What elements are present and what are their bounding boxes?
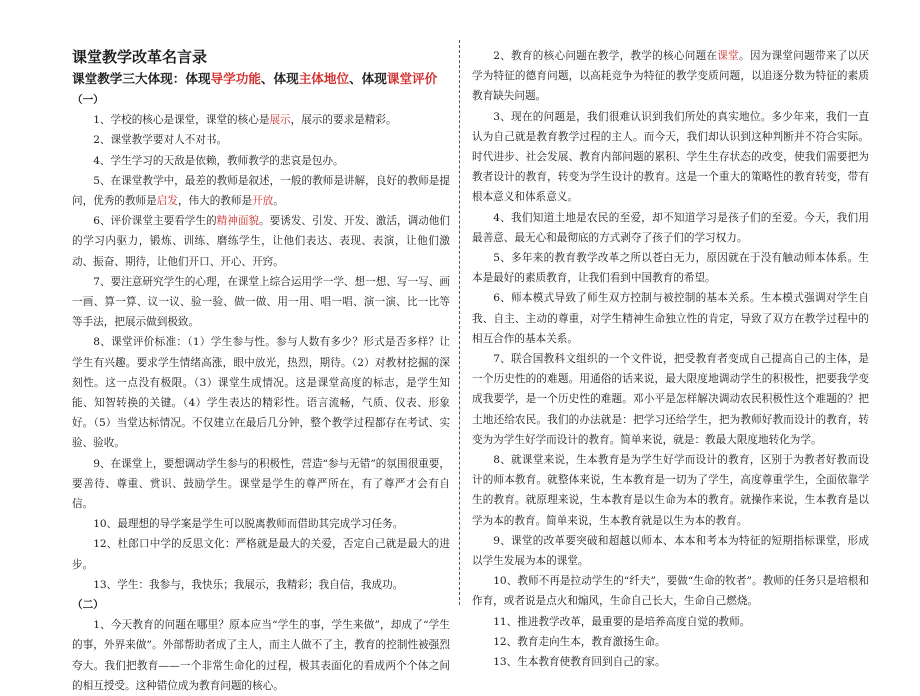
highlight-evaluation: 课堂评价 bbox=[386, 71, 438, 86]
left-column bbox=[72, 46, 450, 696]
highlight-keyword: 启发 bbox=[156, 195, 178, 208]
paragraph: 12、教育走向生本，教育激扬生命。 bbox=[493, 635, 666, 648]
paragraph: 4、学生学习的天敌是依赖，教师教学的悲哀是包办。 bbox=[93, 154, 344, 167]
paragraph: 8、课堂评价标准：（1）学生参与性。参与人数有多少？形式是否多样？让学生有兴趣。要求学生情绪高涨，眼中放光，热烈，期待。（2）对教材挖掘的深刻性。这一点没有极限。（3）课堂生成情况。这是课堂高度的标志，是学生知能、知智转换的关键。（4）学生表达的精彩性。语言流畅，气质、仪表、形象好。（5）当堂达标情况。不仅建立在最后几分钟，整个教学过程都存在考试、实验、验收。 bbox=[72, 336, 450, 450]
column-divider bbox=[459, 40, 460, 605]
paragraph: 4、我们知道土地是农民的至爱，却不知道学习是孩子们的至爱。今天，我们用最善意、最无心和最彻底的方式剥夺了孩子们的学习权力。 bbox=[472, 211, 869, 244]
highlight-keyword: 开放 bbox=[252, 195, 274, 208]
paragraph: 12、杜郎口中学的反思文化：严格就是最大的关爱，否定自己就是最大的进步。 bbox=[72, 538, 450, 571]
page-title: 课堂教学改革名言录 bbox=[72, 48, 208, 66]
paragraph: 6、评价课堂主要看学生的精神面貌。要诱发、引发、开发、激活，调动他们的学习内驱力，锻炼、训练、磨练学生，让他们表达、表现、表演，让他们激动、振奋、期待，让他们开口、开心、开窍。 bbox=[72, 215, 451, 268]
paragraph: 11、推进教学改革，最重要的是培养高度自觉的教师。 bbox=[493, 615, 751, 628]
paragraph: 6、师本模式导致了师生双方控制与被控制的基本关系。生本模式强调对学生自我、自主、主动的尊重，对学生精神生命独立性的肯定，导致了双方在教学过程中的相互合作的基本关系。 bbox=[472, 292, 869, 345]
highlight-keyword: 精神面貌 bbox=[216, 215, 260, 228]
right-column bbox=[472, 46, 869, 672]
paragraph: 5、多年来的教育教学改革之所以苍白无力，原因就在于没有触动师本体系。生本是最好的素质教育，让我们看到中国教育的希望。 bbox=[472, 252, 869, 285]
paragraph: 9、在课堂上，要想调动学生参与的积极性，营造“参与无错”的氛围很重要，要善待、尊重、赏识、鼓励学生。课堂是学生的尊严所在，有了尊严才会有自信。 bbox=[72, 457, 450, 511]
paragraph: 5、在课堂教学中，最差的教师是叙述，一般的教师是讲解，良好的教师是提问，优秀的教师是启发，伟大的教师是开放。 bbox=[72, 174, 450, 208]
paragraph: 2、课堂教学要对人不对书。 bbox=[93, 134, 228, 147]
paragraph: 13、生本教育使教育回到自己的家。 bbox=[493, 656, 666, 669]
paragraph: 7、联合国教科文组织的一个文件说，把受教育者变成自己提高自己的主体，是一个历史性的的难题。用通俗的话来说，最大限度地调动学生的积极性，把要我学变成我要学，是一个历史性的难题。邓小平是怎样解决调动农民积极性这个难题的？把土地还给农民。我们的办法就是：把学习还给学生，把为教师好教而设计的教育，转变为为学生好学而设计的教育。简单来说，就是：教最大限度地转化为学。 bbox=[472, 353, 869, 446]
paragraph: 10、教师不再是拉动学生的“纤夫”，要做“生命的牧者”。教师的任务只是培根和作育，或者说是点火和煽风，生命自己长大，生命自己燃烧。 bbox=[472, 575, 869, 608]
paragraph: 13、学生：我参与，我快乐；我展示，我精彩；我自信，我成功。 bbox=[93, 578, 404, 591]
paragraph: 1、今天教育的问题在哪里？原本应当“学生的事，学生来做”，却成了“学生的事，外界来做”。外部帮助者成了主人，而主人做不了主，教育的控制性被强烈夸大。我们把教育——一个非常生命化的过程，极其表面化的看成两个个体之间的相互授受。这种错位成为教育问题的核心。 bbox=[72, 619, 450, 692]
subtitle: 课堂教学三大体现：体现导学功能、体现主体地位、体现课堂评价 bbox=[72, 71, 438, 86]
paragraph: 9、课堂的改革要突破和超越以师本、本本和考本为特征的短期指标课堂，形成以学生发展为本的课堂。 bbox=[472, 534, 869, 568]
paragraph: 2、教育的核心问题在教学，教学的核心问题在课堂。因为课堂问题带来了以厌学为特征的德育问题，以高耗竞争为特征的教学变质问题，以追逐分数为特征的素质教育缺失问题。 bbox=[472, 50, 870, 103]
highlight-keyword: 展示 bbox=[269, 114, 291, 127]
highlight-subject: 主体地位 bbox=[298, 71, 350, 86]
paragraph: 8、就课堂来说，生本教育是为学生好学而设计的教育，区别于为教者好教而设计的师本教育。就整体来说，生本教育是一切为了学生，高度尊重学生，全面依靠学生的教育。就原理来说，生本教育是以生命为本的教育。就操作来说，生本教育是以学为本的教育。简单来说，生本教育就是以生为本的教育。 bbox=[472, 454, 869, 527]
paragraph: 7、要注意研究学生的心理，在课堂上综合运用学一学、想一想、写一写、画一画、算一算、议一议、验一验、做一做、用一用、唱一唱、演一演、比一比等等手法，把展示做到极致。 bbox=[72, 275, 450, 329]
paragraph: 10、最理想的导学案是学生可以脱离教师而借助其完成学习任务。 bbox=[93, 518, 404, 531]
highlight-keyword: 课堂 bbox=[717, 50, 740, 62]
section-heading-2: （二） bbox=[72, 599, 104, 612]
paragraph: 1、学校的核心是课堂，课堂的核心是展示，展示的要求是精彩。 bbox=[93, 114, 397, 127]
section-heading-1: （一） bbox=[72, 94, 104, 106]
highlight-guide: 导学功能 bbox=[210, 71, 261, 86]
paragraph: 3、现在的问题是，我们很难认识到我们所处的真实地位。多少年来，我们一直认为自己就是教育教学过程的主人。而今天，我们却认识到这种判断并不符合实际。时代进步、社会发展、教育内部问题的累积、学生生存状态的改变，使我们需要把为教者设计的教育，转变为学生设计的教育。这是一个重大的策略性的教育转变，带有根本意义和体系意义。 bbox=[472, 110, 869, 204]
